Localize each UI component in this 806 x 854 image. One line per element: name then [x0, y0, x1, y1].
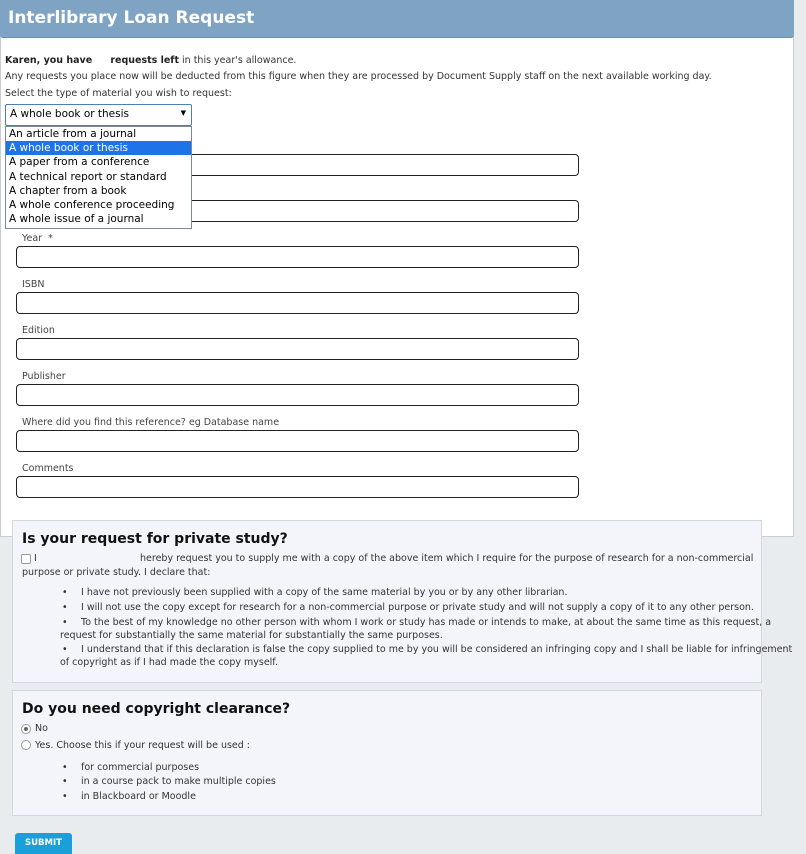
- material-prompt: Select the type of material you wish to request:: [5, 88, 232, 99]
- isbn-field[interactable]: [16, 292, 579, 314]
- material-type-value: A whole book or thesis: [10, 108, 130, 120]
- allowance-name: Karen, you have: [5, 55, 93, 66]
- publisher-label: Publisher: [22, 371, 66, 382]
- bullet-dot: •: [62, 644, 68, 655]
- material-type-select[interactable]: [5, 104, 192, 126]
- copyright-bullet-1: for commercial purposes: [81, 762, 200, 773]
- year-label-text: Year: [22, 233, 43, 244]
- edition-field[interactable]: [16, 338, 579, 360]
- declaration-start: I: [34, 553, 37, 564]
- year-label: [22, 233, 53, 244]
- isbn-label: ISBN: [22, 279, 45, 290]
- material-option[interactable]: A technical report or standard: [9, 170, 167, 183]
- source-field[interactable]: [16, 430, 579, 452]
- material-option[interactable]: A whole conference proceeding: [9, 198, 175, 211]
- private-study-section: [12, 520, 793, 683]
- required-marker: *: [48, 233, 53, 244]
- material-option[interactable]: An article from a journal: [9, 128, 137, 140]
- copyright-no-label: No: [35, 723, 48, 734]
- private-study-heading: Is your request for private study?: [22, 531, 288, 547]
- copyright-section: [12, 690, 762, 816]
- submit-button[interactable]: SUBMIT: [15, 833, 72, 854]
- copyright-bullet-2: in a course pack to make multiple copies: [81, 776, 276, 787]
- allowance-suffix: in this year's allowance.: [182, 55, 297, 66]
- year-field[interactable]: [16, 246, 579, 268]
- comments-label: Comments: [22, 463, 74, 474]
- bullet-dot: •: [62, 587, 68, 598]
- publisher-field[interactable]: [16, 384, 579, 406]
- page-title: Interlibrary Loan Request: [8, 8, 255, 28]
- declaration-checkbox[interactable]: [21, 554, 31, 564]
- requests-left-label: requests left: [110, 55, 179, 66]
- declaration-line1: hereby request you to supply me with a copy of the above item which I require for the purpose of research for a non-commercial: [140, 553, 754, 564]
- declaration-bullet-2: I will not use the copy except for research for a non-commercial purpose or private study and will not supply a copy of it to any other person.: [81, 602, 754, 613]
- declaration-bullet-3: To the best of my knowledge no other person with whom I work or study has made or intends to make, at about the same time as this request, a: [81, 617, 772, 628]
- material-option[interactable]: A whole issue of a journal: [9, 213, 144, 226]
- bullet-dot: •: [62, 602, 68, 613]
- declaration-bullet-1: I have not previously been supplied with a copy of the same material by you or by any other librarian.: [81, 587, 568, 598]
- comments-field[interactable]: [16, 476, 579, 498]
- bullet-dot: •: [62, 762, 68, 773]
- bullet-dot: •: [62, 776, 68, 787]
- bullet-dot: •: [62, 791, 68, 802]
- declaration-bullet-4: I understand that if this declaration is false the copy supplied to me by you will be considered an infringing copy and I shall be liable for infringement: [81, 644, 793, 655]
- copyright-yes-radio[interactable]: [21, 740, 31, 750]
- edition-label: Edition: [22, 325, 55, 336]
- source-label: Where did you find this reference? eg Database name: [22, 417, 280, 428]
- declaration-bullet-3-cont: request for substantially the same material for substantially the same purposes.: [60, 630, 443, 641]
- material-option[interactable]: A chapter from a book: [9, 184, 127, 197]
- copyright-bullet-3: in Blackboard or Moodle: [81, 791, 196, 802]
- declaration-bullet-4-cont: of copyright as if I had made the copy myself.: [60, 657, 278, 668]
- bullet-dot: •: [62, 617, 68, 628]
- allowance-note: Any requests you place now will be deducted from this figure when they are processed by Document Supply staff on the next available working day.: [5, 71, 712, 82]
- allowance-line: [5, 55, 296, 66]
- material-type-options: [5, 126, 192, 229]
- material-option[interactable]: A paper from a conference: [9, 156, 150, 169]
- copyright-heading: Do you need copyright clearance?: [22, 701, 291, 717]
- copyright-yes-label: Yes. Choose this if your request will be used :: [35, 740, 251, 751]
- dropdown-arrow-icon: ▼: [180, 109, 186, 117]
- copyright-no-radio[interactable]: [21, 724, 31, 734]
- material-option-selected[interactable]: A whole book or thesis: [6, 141, 191, 155]
- page-header: [0, 0, 794, 38]
- declaration-line2: purpose or private study. I declare that:: [22, 567, 211, 578]
